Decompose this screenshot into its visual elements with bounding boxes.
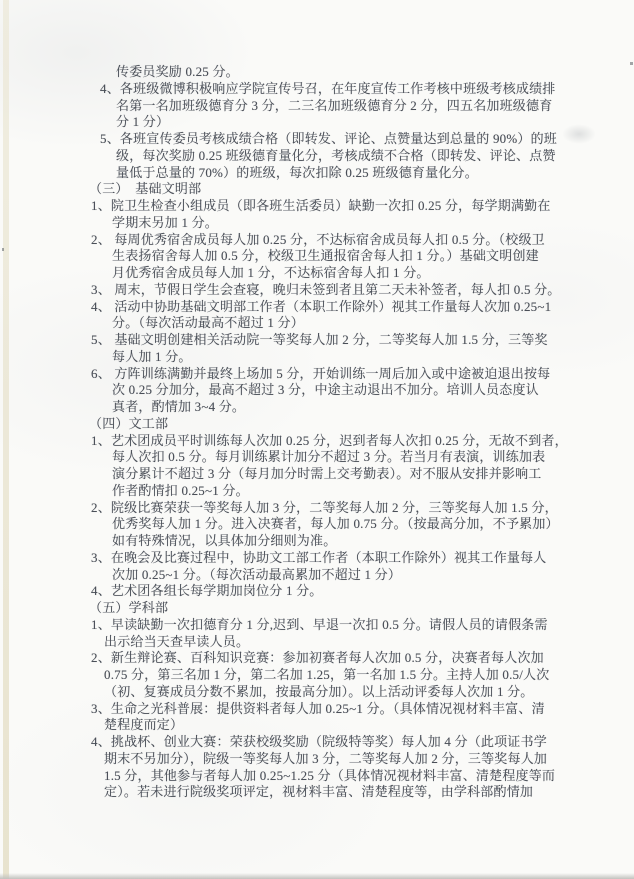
list-item-continuation-line: 真者，酌情加 3~4 分。 (112, 399, 246, 414)
list-item-continuation-line: 名第一名加班级德育分 3 分，二三名加班级德育分 2 分，四五名加班级德育 (116, 97, 553, 113)
list-item-line: 3、在晚会及比赛过程中，协助文工部工作者（本职工作除外）视其工作量每人 (91, 549, 547, 565)
document-text (89, 64, 599, 801)
list-item-continuation-line: 演分累计不超过 3 分（每月加分时需上交考勤表）。对不服从安排并影响工 (112, 466, 542, 481)
list-item-continuation-line: 生表扬宿舍每人加 0.5 分，校级卫生通报宿舍每人扣 1 分。）基础文明创建 (112, 248, 539, 264)
list-item-continuation-line: 分 1 分） (116, 114, 170, 130)
list-item-continuation-line: 量低于总量的 70%）的班级，每次扣除 0.25 班级德育量化分。 (116, 164, 478, 180)
list-item-line: 2、 每周优秀宿舍成员每人加 0.25 分，不达标宿舍成员每人扣 0.5 分。（校级卫 (91, 231, 545, 247)
list-item-continuation-line: 如有特殊情况，以具体加分细则为准。 (112, 533, 337, 548)
section-heading: （五）学科部 (89, 600, 169, 615)
list-item-line: 6、 方阵训练满勤并最终上场加 5 分，开始训练一周后加入或中途被迫退出按每 (91, 365, 551, 381)
list-item-continuation-line: 次加 0.25~1 分。（每次活动最高累加不超过 1 分） (112, 566, 402, 582)
scan-bottom-edge-artifact (0, 873, 634, 879)
scan-left-edge-artifact (3, 0, 9, 879)
scan-speck-artifact (630, 62, 633, 65)
list-item-line: 1、艺术团成员平时训练每人次加 0.25 分，迟到者每人次扣 0.25 分，无故不到者， (91, 432, 568, 448)
list-item-continuation-line: 次 0.25 分加分，最高不超过 3 分，中途主动退出不加分。培训人员态度认 (112, 382, 539, 398)
list-item-line: 4、 活动中协助基础文明部工作者（本职工作除外）视其工作量每人次加 0.25~1 (91, 298, 552, 314)
list-item-line: 2、院级比赛荣获一等奖每人加 3 分，二等奖每人加 2 分，三等奖每人加 1.5 分， (91, 499, 558, 515)
list-item-continuation-line: 优秀奖每人加 1 分。进入决赛者，每人加 0.75 分。（按最高分加，不予累加） (112, 516, 559, 532)
list-item-continuation-line: 楚程度而定） (104, 717, 184, 733)
section-heading: （三） 基础文明部 (89, 181, 202, 197)
list-item-line: 4、艺术团各组长每学期加岗位分 1 分。 (91, 583, 323, 599)
list-item-continuation-line: 级，每次奖励 0.25 班级德育量化分，考核成绩不合格（即转发、评论、点赞 (116, 147, 556, 163)
scan-speck-artifact (2, 248, 4, 251)
list-item-line: 2、新生辩论赛、百科知识竞赛：参加初赛者每人次加 0.5 分，决赛者每人次加 (91, 650, 544, 666)
list-item-line: 5、各班宣传委员考核成绩合格（即转发、评论、点赞量达到总量的 90%）的班 (100, 131, 557, 146)
list-item-line: 4、挑战杯、创业大赛：荣获校级奖励（院级特等奖）每人加 4 分（此项证书学 (91, 734, 547, 749)
section-heading: （四）文工部 (89, 415, 169, 431)
list-item-continuation-line: 分。（每次活动最高不超过 1 分） (112, 315, 304, 331)
list-item-line: 3、生命之光科普展：提供资料者每人加 0.25~1 分。（具体情况视材料丰富、清 (91, 700, 545, 716)
list-item-continuation-line: 作者酌情扣 0.25~1 分。 (112, 482, 249, 498)
list-item-continuation-line: 每人加 1 分。 (112, 348, 192, 364)
list-item-line: 4、各班级微博积极响应学院宣传号召，在年度宣传工作考核中班级考核成绩排 (100, 80, 556, 96)
list-item-continuation-line: 出示给当天查早读人员。 (104, 633, 250, 649)
list-item-continuation-line: 0.75 分，第三名加 1 分，第二名加 1.25，第一名加 1.5 分。主持人加 0.5/人次 (104, 667, 550, 682)
list-item-line: 5、 基础文明创建相关活动院一等奖每人加 2 分，二等奖每人加 1.5 分，三等奖 (91, 332, 548, 347)
list-item-continuation-line: 期末不另加分），院级一等奖每人加 3 分，二等奖每人加 2 分，三等奖每人加 (104, 750, 548, 766)
list-item-continuation-line: 1.5 分，其他参与者每人加 0.25~1.25 分（具体情况视材料丰富、清楚程度等而 (104, 767, 556, 783)
list-item-continuation-line: 定）。若未进行院级奖项评定，视材料丰富、清楚程度等，由学科部酌情加 (104, 784, 534, 800)
list-item-continuation-line: （初、复赛成员分数不累加，按最高分加）。以上活动评委每人次加 1 分。 (104, 683, 534, 699)
list-item-line: 1、早读缺勤一次扣德育分 1 分,迟到、早退一次扣 0.5 分。请假人员的请假条需 (91, 616, 548, 632)
list-item-line: 1、院卫生检查小组成员（即各班生活委员）缺勤一次扣 0.25 分，每学期满勤在 (91, 198, 551, 213)
list-item-continuation-line: 每人次扣 0.5 分。每月训练累计加分不超过 3 分。若当月有表演，训练加表 (112, 449, 546, 465)
list-item-continuation-line: 学期末另加 1 分。 (112, 214, 219, 230)
list-item-line: 3、 周末，节假日学生会查寝，晚归未签到者且第二天未补签者，每人扣 0.5 分。 (91, 281, 561, 297)
list-item-continuation-line: 月优秀宿舍成员每人加 1 分，不达标宿舍每人扣 1 分。 (112, 265, 430, 280)
list-item-continuation-line: 传委员奖励 0.25 分。 (116, 64, 239, 79)
